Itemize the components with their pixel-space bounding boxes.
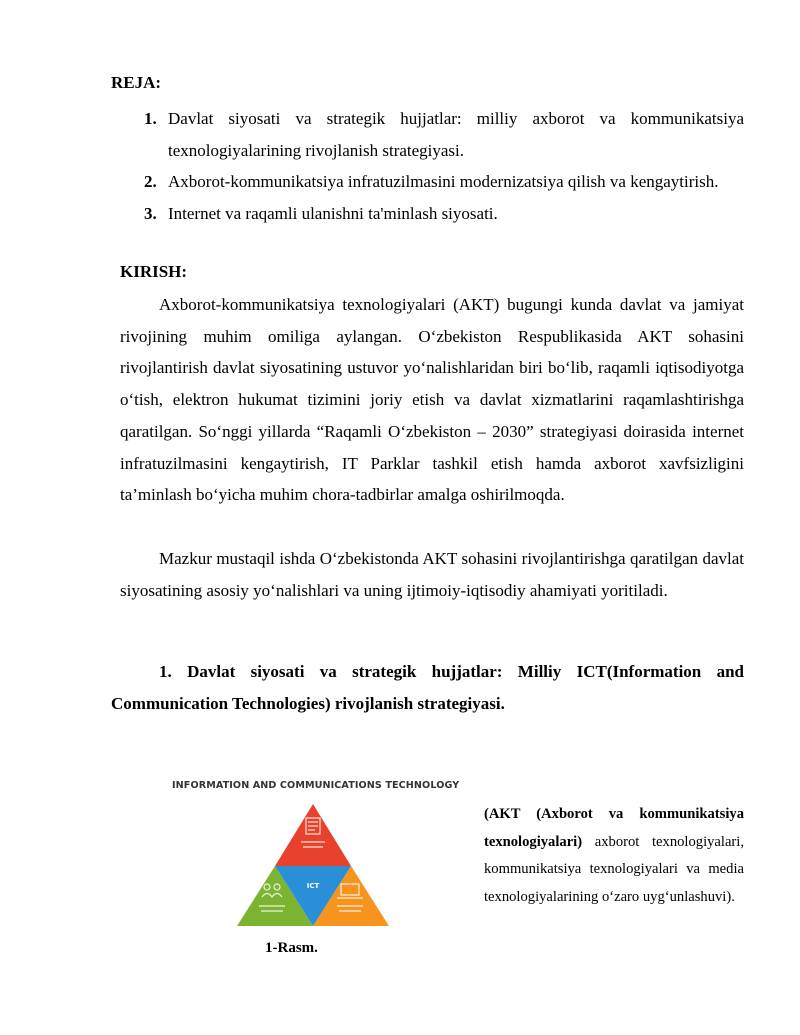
- plan-item: [144, 103, 744, 166]
- plan-item-number: 1.: [144, 109, 157, 128]
- plan-item-text: Internet va raqamli ulanishni ta'minlash siyosati.: [168, 203, 498, 223]
- intro-paragraph: Mazkur mustaqil ishda O‘zbekistonda AKT sohasini rivojlantirishga qaratilgan davlat siyosatining asosiy yo‘nalishlari va uning ijtimoiy-iqtisodiy ahamiyati yoritiladi.: [120, 549, 744, 600]
- section-heading: 1. Davlat siyosati va strategik hujjatlar: Milliy ICT(Information and Communication Technologies) rivojlanish strategiyasi.: [111, 662, 744, 713]
- intro-paragraph: Axborot-kommunikatsiya texnologiyalari (AKT) bugungi kunda davlat va jamiyat rivojining muhim omiliga aylangan. O‘zbekiston Respublikasida AKT sohasini rivojlantirish davlat siyosatining ustuvor yo‘nalishlaridan biri bo‘lib, raqamli iqtisodiyotga o‘tish, elektron hukumat tizimini joriy etish va davlat xizmatlarini raqamlashtirishga qaratilgan. So‘nggi yillarda “Raqamli O‘zbekiston – 2030” strategiyasi doirasida internet infratuzilmasini kengaytirish, IT Parklar tashkil etish hamda axborot xavfsizligini ta’minlash bo‘yicha muhim chora-tadbirlar amalga oshirilmoqda.: [120, 295, 744, 505]
- plan-item-text: Davlat siyosati va strategik hujjatlar: milliy axborot va kommunikatsiya texnologiyalarining rivojlanish strategiyasi.: [168, 109, 744, 160]
- figure-title: INFORMATION AND COMMUNICATIONS TECHNOLOGY: [172, 780, 460, 791]
- ict-figure: [165, 776, 460, 936]
- figure-description-text: axborot texnologiyalari, kommunikatsiya texnologiyalari va media texnologiyalarining o‘zaro uyg‘unlashuvi).: [484, 833, 744, 905]
- ict-triangle-diagram: [237, 802, 389, 928]
- plan-item-number: 2.: [144, 172, 157, 191]
- plan-item-number: 3.: [144, 203, 157, 223]
- triangle-top-segment: [275, 804, 351, 866]
- intro-title: KIRISH:: [120, 262, 188, 281]
- figure-description-term: (AKT (Axborot va kommunikatsiya texnologiyalari): [484, 806, 744, 850]
- figure-caption: 1-Rasm.: [265, 940, 318, 956]
- plan-item-text: Axborot-kommunikatsiya infratuzilmasini modernizatsiya qilish va kengaytirish.: [168, 172, 719, 191]
- figure-description: [484, 801, 744, 911]
- plan-list: [144, 103, 744, 229]
- plan-item: [144, 198, 744, 230]
- plan-item: [144, 166, 744, 198]
- plan-title: REJA:: [111, 73, 162, 92]
- ict-center-label: ICT: [306, 882, 320, 890]
